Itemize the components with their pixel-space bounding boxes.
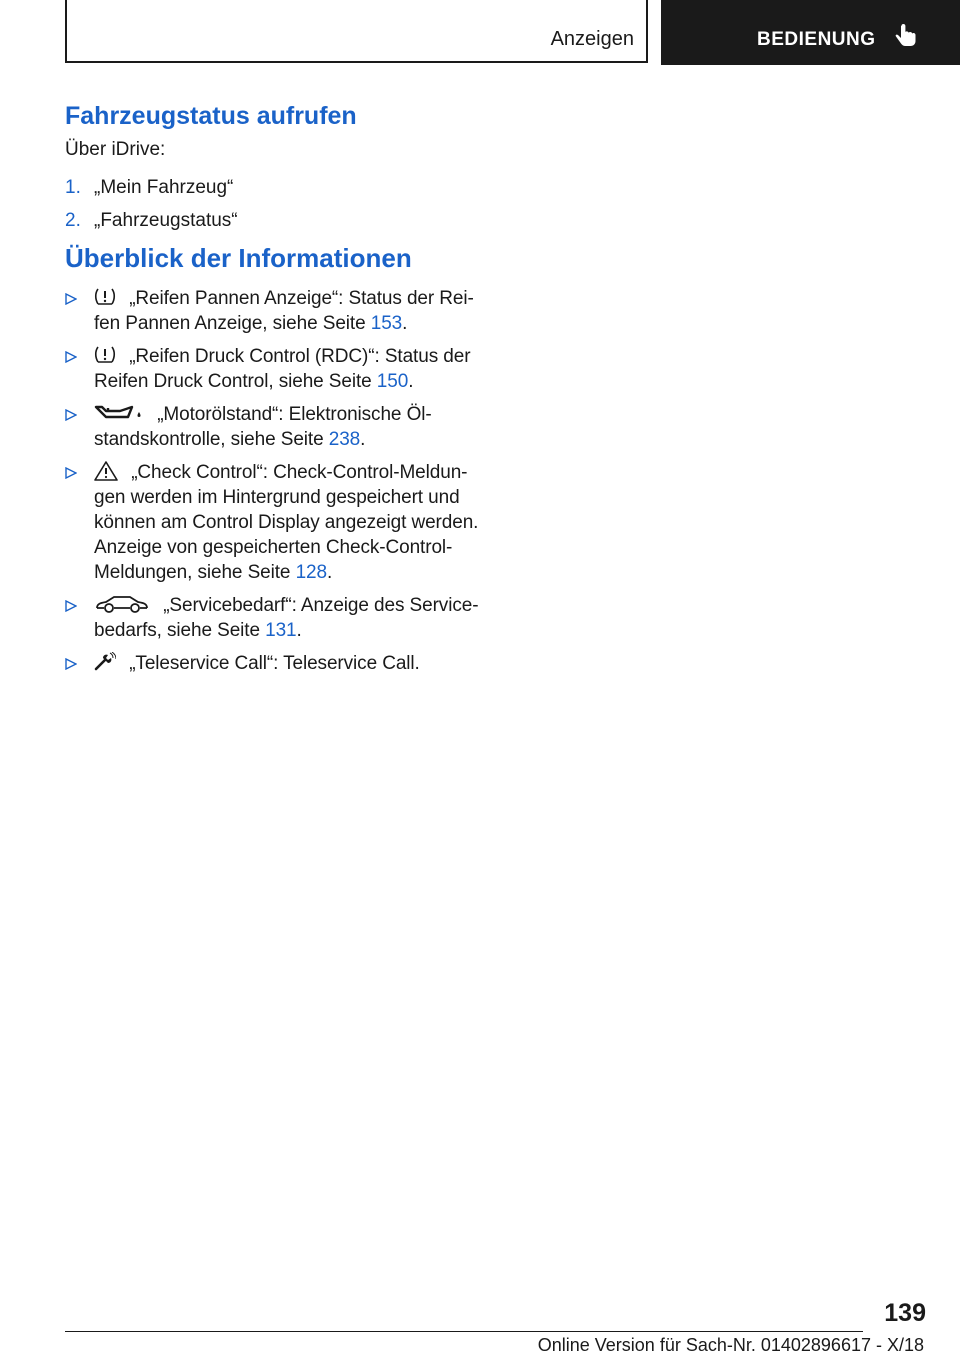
page-reference-link[interactable]: 238 (328, 429, 361, 450)
chapter-title: Anzeigen (550, 28, 634, 50)
list-item (65, 286, 485, 336)
step-number: 1. (65, 177, 81, 198)
warning-triangle-icon (94, 461, 118, 481)
item-text: „Check Control“: Check-Control-Meldungen werden im Hintergrund gespeichert und können am Control Display angezeigt werden. Anzeige von gespeicherten Check-Control-Meldungen, siehe Seite (94, 462, 479, 583)
page-reference-link[interactable]: 131 (265, 620, 297, 641)
list-item (65, 593, 485, 643)
footer-version: Online Version für Sach-Nr. 01402896617 - X/18 (537, 1335, 924, 1355)
idrive-intro: Über iDrive: (65, 139, 166, 160)
step-text: „Fahrzeugstatus“ (94, 210, 238, 231)
item-end: . (360, 429, 366, 450)
step-text: „Mein Fahrzeug“ (94, 177, 234, 198)
list-item (65, 651, 485, 676)
list-item (65, 402, 485, 452)
bullet-triangle-icon (65, 600, 77, 612)
item-end: . (296, 620, 302, 641)
item-text: „Motorölstand“: Elektronische Ölstandskontrolle, siehe Seite (94, 404, 432, 450)
bullet-triangle-icon (65, 658, 77, 670)
page-reference-link[interactable]: 153 (370, 313, 403, 334)
step-list (65, 177, 485, 243)
teleservice-wrench-icon (94, 652, 116, 672)
item-text: „Reifen Druck Control (RDC)“: Status der Reifen Druck Control, siehe Seite (94, 346, 471, 392)
header-chapter-box (65, 0, 648, 63)
step-number: 2. (65, 210, 81, 231)
page-reference-link[interactable]: 128 (295, 562, 327, 583)
tire-pressure-icon (94, 287, 116, 307)
header-section-box (661, 0, 960, 65)
item-text: „Servicebedarf“: Anzeige des Servicebedarfs, siehe Seite (94, 595, 479, 641)
section-title: BEDIENUNG (757, 29, 876, 50)
item-end: . (408, 371, 414, 392)
list-item (65, 460, 485, 585)
bullet-triangle-icon (65, 409, 77, 421)
bullet-triangle-icon (65, 351, 77, 363)
list-item (65, 344, 485, 394)
pointing-hand-icon (895, 24, 917, 50)
oil-can-icon (94, 403, 144, 423)
list-item (65, 177, 485, 210)
item-end: . (326, 562, 333, 583)
page-reference-link[interactable]: 150 (376, 371, 409, 392)
item-text: „Teleservice Call“: Teleservice Call. (129, 653, 420, 674)
tire-pressure-icon (94, 345, 116, 365)
info-list (65, 286, 485, 676)
page-content (65, 102, 485, 684)
footer-divider (65, 1331, 863, 1332)
item-end: . (402, 313, 408, 334)
overview-heading: Überblick der Informationen (65, 243, 412, 273)
bullet-triangle-icon (65, 293, 77, 305)
vehicle-status-heading: Fahrzeugstatus aufrufen (65, 102, 357, 130)
item-text: „Reifen Pannen Anzeige“: Status der Reifen Pannen Anzeige, siehe Seite (94, 288, 474, 334)
bullet-triangle-icon (65, 467, 77, 479)
car-service-icon (94, 594, 150, 614)
list-item (65, 210, 485, 243)
page-number: 139 (884, 1299, 926, 1327)
